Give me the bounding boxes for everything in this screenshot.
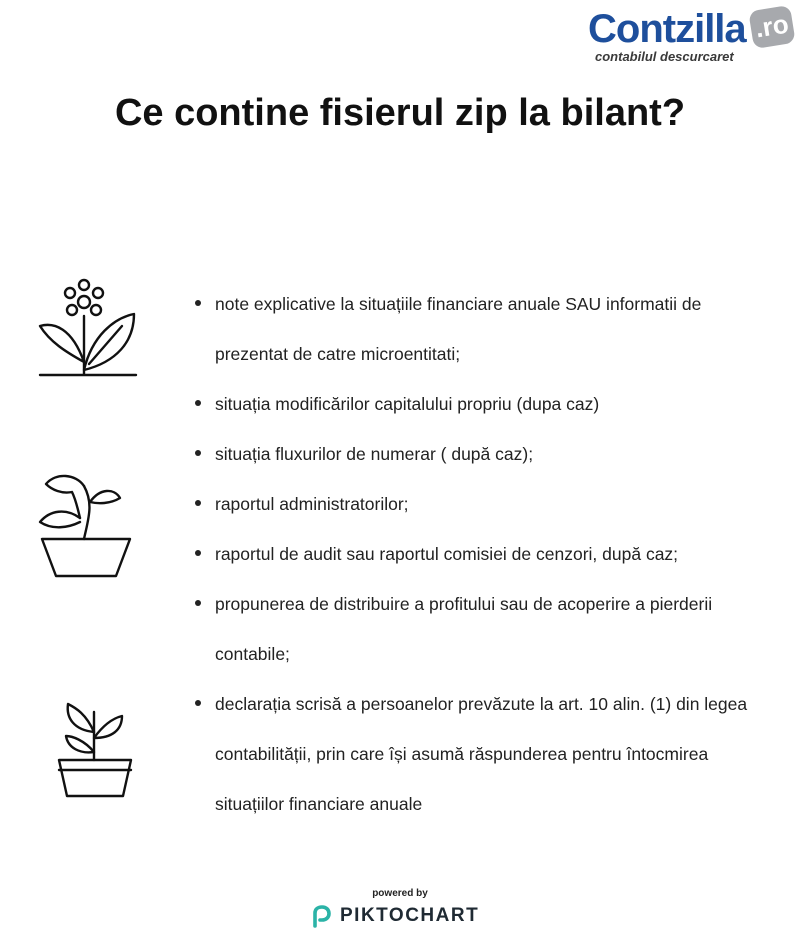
page-title: Ce contine fisierul zip la bilant?: [114, 92, 686, 134]
list-item: raportul de audit sau raportul comisiei de cenzori, după caz;: [195, 529, 755, 579]
piktochart-logo: [308, 903, 498, 929]
list-item: note explicative la situațiile financiare anuale SAU informatii de prezentat de catre microentitati;: [195, 279, 755, 379]
plant-pot-icon: [56, 702, 136, 798]
list-item: raportul administratorilor;: [195, 479, 755, 529]
list-item: propunerea de distribuire a profitului sau de acoperire a pierderii contabile;: [195, 579, 755, 679]
piktochart-wordmark: PIKTOCHART: [340, 905, 480, 926]
contents-list: [195, 279, 755, 829]
logo-tld-badge: .ro: [748, 5, 795, 49]
list-item: situația modificărilor capitalului propriu (dupa caz): [195, 379, 755, 429]
piktochart-icon: [310, 904, 334, 933]
list-item: situația fluxurilor de numerar ( după caz);: [195, 429, 755, 479]
powered-by-label: powered by: [372, 888, 428, 899]
logo-name: Contzilla: [588, 7, 746, 51]
list-item: declarația scrisă a persoanelor prevăzute la art. 10 alin. (1) din legea contabilității, prin care își asumă răspunderea pentru întocmirea situațiilor financiare anuale: [195, 679, 755, 829]
flower-icon: [34, 276, 140, 380]
contzilla-logo: [588, 6, 794, 68]
logo-tagline: contabilul descurcaret: [595, 49, 734, 64]
sprout-pot-icon: [36, 470, 134, 580]
